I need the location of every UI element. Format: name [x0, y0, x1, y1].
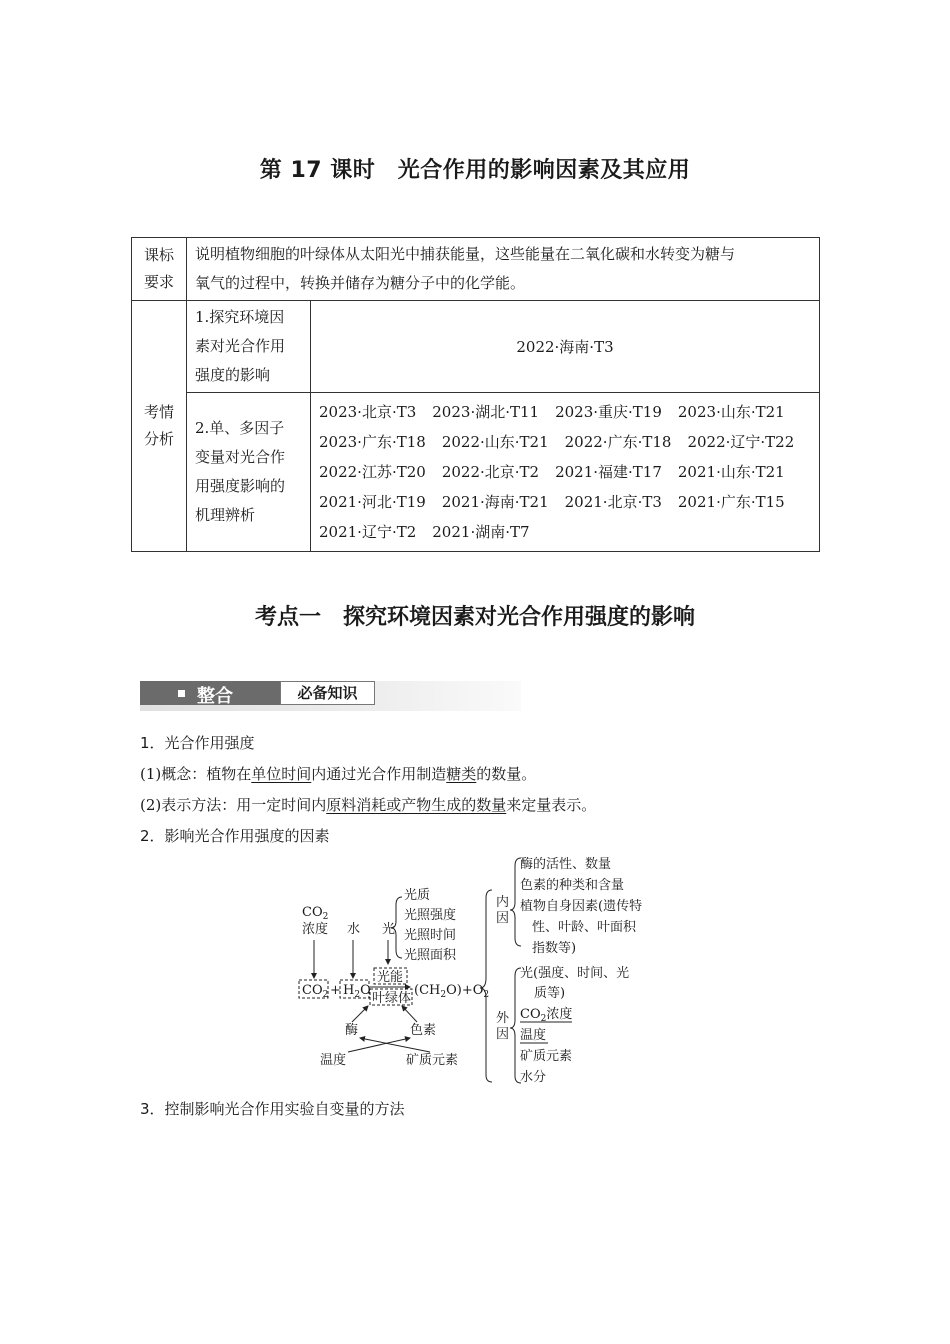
internal-factor: 性、叶龄、叶面积 [532, 920, 637, 935]
temperature-label: 温度 [320, 1053, 347, 1068]
standard-row [132, 238, 820, 301]
curriculum-table [131, 237, 820, 552]
ref-line: 2023·北京·T3 2023·湖北·T11 2023·重庆·T19 2023·山东·T21 [319, 403, 785, 421]
light-factor: 光照强度 [404, 908, 457, 923]
sub-topic-2-refs [311, 393, 820, 552]
ref-line: 2022·江苏·T20 2022·北京·T2 2021·福建·T17 2021·山东·T21 [319, 463, 785, 481]
ref-line: 2023·广东·T18 2022·山东·T21 2022·广东·T18 2022·辽宁·T22 [319, 433, 795, 451]
blank-answer: 糖类 [446, 765, 477, 783]
external-label: 外 [496, 1011, 510, 1026]
page-title: 第 17 课时 光合作用的影响因素及其应用 [259, 158, 691, 183]
pigment-label: 色素 [410, 1023, 437, 1038]
light-energy: 光能 [377, 970, 404, 985]
ref-line: 2021·辽宁·T2 2021·湖南·T7 [319, 523, 530, 541]
external-factor: 光(强度、时间、光 [520, 966, 630, 981]
external-factor: 温度 [520, 1028, 547, 1043]
co2-top-label: $CO_2$ [302, 905, 329, 922]
internal-factor: 指数等) [532, 941, 577, 956]
banner-left-label: 整合 [197, 686, 233, 707]
banner-right-label: 必备知识 [280, 681, 375, 705]
heading-3: 3．控制影响光合作用实验自变量的方法 [140, 1100, 405, 1118]
sub-topic-1: 1.探究环境因 素对光合作用 强度的影响 [187, 301, 311, 393]
concept-paragraph: (1)概念：植物在单位时间内通过光合作用制造糖类的数量。 [140, 765, 537, 783]
internal-factor: 色素的种类和含量 [520, 878, 625, 893]
internal-label: 内 [496, 895, 510, 910]
enzyme-label: 酶 [345, 1023, 359, 1038]
minerals-label: 矿质元素 [406, 1053, 459, 1068]
analysis-row-2 [132, 393, 820, 552]
arrow-up [402, 1006, 417, 1022]
light-factor: 光照时间 [404, 928, 457, 943]
section-banner [140, 681, 521, 711]
analysis-row-1 [132, 301, 820, 393]
standard-text: 说明植物细胞的叶绿体从太阳光中捕获能量，这些能量在二氧化碳和水转变为糖与 氧气的过程中，转换并储存为糖分子中的化学能。 [187, 238, 820, 301]
light-label: 光 [382, 922, 396, 937]
heading-2: 2．影响光合作用强度的因素 [140, 827, 330, 845]
eq-co2: $CO_2$ [302, 983, 329, 1000]
internal-label-2: 因 [496, 911, 510, 926]
ref-line: 2021·河北·T19 2021·海南·T21 2021·北京·T3 2021·广东·T15 [319, 493, 785, 511]
method-paragraph: (2)表示方法：用一定时间内原料消耗或产物生成的数量来定量表示。 [140, 796, 597, 814]
external-bracket [510, 968, 521, 1083]
chloroplast: 叶绿体 [372, 991, 412, 1006]
arrow-cross [348, 1038, 410, 1052]
light-factors-bracket [391, 897, 402, 958]
analysis-label: 考情 分析 [132, 301, 187, 552]
eq-h2o: $H_2O$ [343, 983, 371, 1000]
blank-answer: 单位时间 [251, 765, 312, 783]
sub-topic-2: 2.单、多因子 变量对光合作 用强度影响的 机理辨析 [187, 393, 311, 552]
heading-1: 1．光合作用强度 [140, 734, 255, 752]
eq-product: $(CH_2O)+O_2$ [414, 983, 490, 1000]
blank-answer: 原料消耗或产物生成的数量 [326, 796, 507, 814]
external-label-2: 因 [496, 1027, 510, 1042]
co2-top-label-2: 浓度 [302, 922, 329, 937]
section-title: 考点一 探究环境因素对光合作用强度的影响 [254, 605, 695, 630]
arrow-up [352, 1006, 368, 1022]
sub-topic-1-refs: 2022·海南·T3 [311, 301, 820, 393]
internal-factor: 植物自身因素(遗传特 [520, 899, 643, 914]
factors-diagram [290, 850, 670, 1090]
external-factor: 矿质元素 [520, 1049, 573, 1064]
light-factor: 光质 [404, 888, 431, 903]
light-factor: 光照面积 [404, 948, 457, 963]
external-factor: 质等) [534, 986, 566, 1001]
square-bullet-icon [178, 690, 185, 697]
internal-factor: 酶的活性、数量 [520, 857, 612, 872]
arrow-cross [360, 1038, 430, 1052]
standard-label: 课标 要求 [132, 238, 187, 301]
external-factor-co2: $CO_2$浓度 [520, 1007, 573, 1024]
external-factor: 水分 [520, 1070, 547, 1085]
eq-plus: + [330, 983, 341, 998]
water-label: 水 [347, 922, 361, 937]
